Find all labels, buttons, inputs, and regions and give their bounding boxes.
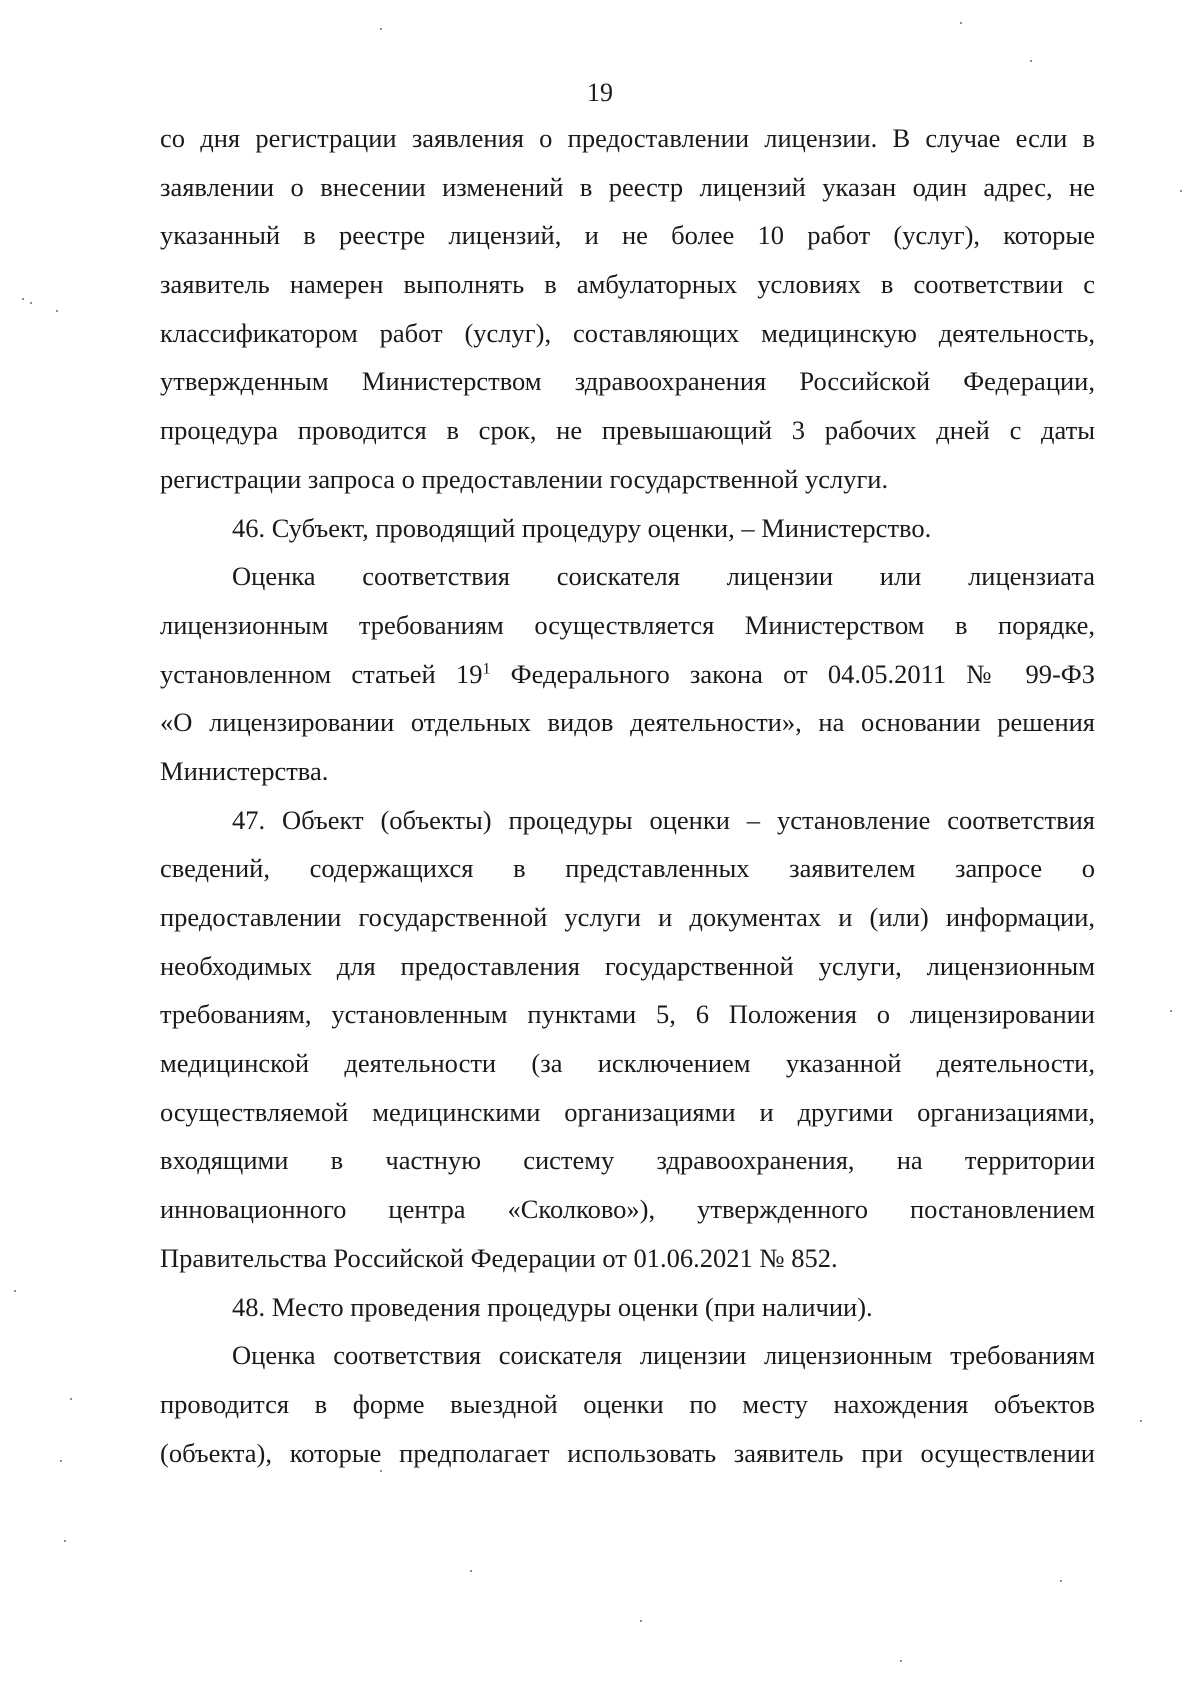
text-line: «О лицензировании отдельных видов деятельности», на основании решения: [160, 707, 1095, 738]
text-fragment: Федерального закона от 04.05.2011 № 99-ФЗ: [490, 658, 1095, 689]
scan-speck: [960, 22, 962, 24]
scan-speck: [64, 1540, 66, 1542]
text-line: классификатором работ (услуг), составляющих медицинскую деятельность,: [160, 317, 1095, 348]
text-line: Оценка соответствия соискателя лицензии лицензионным требованиям: [232, 1340, 1095, 1371]
text-line: заявлении о внесении изменений в реестр лицензий указан один адрес, не: [160, 171, 1095, 202]
text-line: медицинской деятельности (за исключением указанной деятельности,: [160, 1048, 1095, 1079]
text-line: необходимых для предоставления государственной услуги, лицензионным: [160, 950, 1095, 981]
text-line: указанный в реестре лицензий, и не более 10 работ (услуг), которые: [160, 220, 1095, 251]
text-line: со дня регистрации заявления о предоставлении лицензии. В случае если в: [160, 123, 1095, 153]
text-line: [160, 650, 1095, 699]
scan-speck: [56, 310, 58, 312]
text-line: 48. Место проведения процедуры оценки (при наличии).: [232, 1291, 873, 1322]
document-body: [160, 114, 1095, 1477]
scan-speck: [14, 1290, 16, 1292]
scan-speck: [470, 1570, 472, 1572]
text-line: Правительства Российской Федерации от 01.06.2021 № 852.: [160, 1242, 838, 1273]
text-line: утвержденным Министерством здравоохранения Российской Федерации,: [160, 366, 1095, 397]
text-line: проводится в форме выездной оценки по месту нахождения объектов: [160, 1388, 1095, 1419]
text-line: (объекта), которые предполагает использовать заявитель при осуществлении: [160, 1437, 1095, 1468]
text-line: требованиям, установленным пунктами 5, 6 Положения о лицензировании: [160, 999, 1095, 1030]
scan-speck: [70, 1398, 72, 1400]
text-line: процедура проводится в срок, не превышающий 3 рабочих дней с даты: [160, 415, 1095, 446]
scan-speck: [1030, 60, 1032, 62]
text-line: 46. Субъект, проводящий процедуру оценки, – Министерство.: [232, 512, 932, 543]
scan-speck: [1180, 190, 1182, 192]
scan-speck: [640, 1620, 642, 1622]
text-line: предоставлении государственной услуги и документах и (или) информации,: [160, 902, 1095, 932]
text-line: заявитель намерен выполнять в амбулаторных условиях в соответствии с: [160, 269, 1095, 300]
text-line: входящими в частную систему здравоохранения, на территории: [160, 1145, 1095, 1176]
text-line: регистрации запроса о предоставлении государственной услуги.: [160, 463, 889, 494]
scan-speck: [30, 302, 32, 304]
scan-speck: [22, 298, 24, 300]
scan-speck: [1140, 1420, 1142, 1422]
page-number: 19: [587, 78, 613, 107]
text-line: 47. Объект (объекты) процедуры оценки – установление соответствия: [232, 804, 1095, 835]
superscript: 1: [482, 660, 491, 678]
text-line: Министерства.: [160, 755, 329, 786]
text-line: лицензионным требованиям осуществляется Министерством в порядке,: [160, 609, 1095, 640]
text-line: инновационного центра «Сколково»), утвержденного постановлением: [160, 1194, 1095, 1225]
text-fragment: установленном статьей 19: [160, 658, 483, 689]
scan-speck: [380, 28, 382, 30]
text-line: Оценка соответствия соискателя лицензии или лицензиата: [232, 561, 1095, 592]
scan-speck: [60, 1460, 62, 1462]
scan-speck: [1170, 1010, 1172, 1012]
scan-speck: [1060, 1580, 1062, 1582]
scan-speck: [900, 1660, 902, 1662]
text-line: сведений, содержащихся в представленных заявителем запросе о: [160, 853, 1095, 884]
text-line: осуществляемой медицинскими организациями и другими организациями,: [160, 1096, 1095, 1127]
scan-speck: [380, 1470, 382, 1472]
